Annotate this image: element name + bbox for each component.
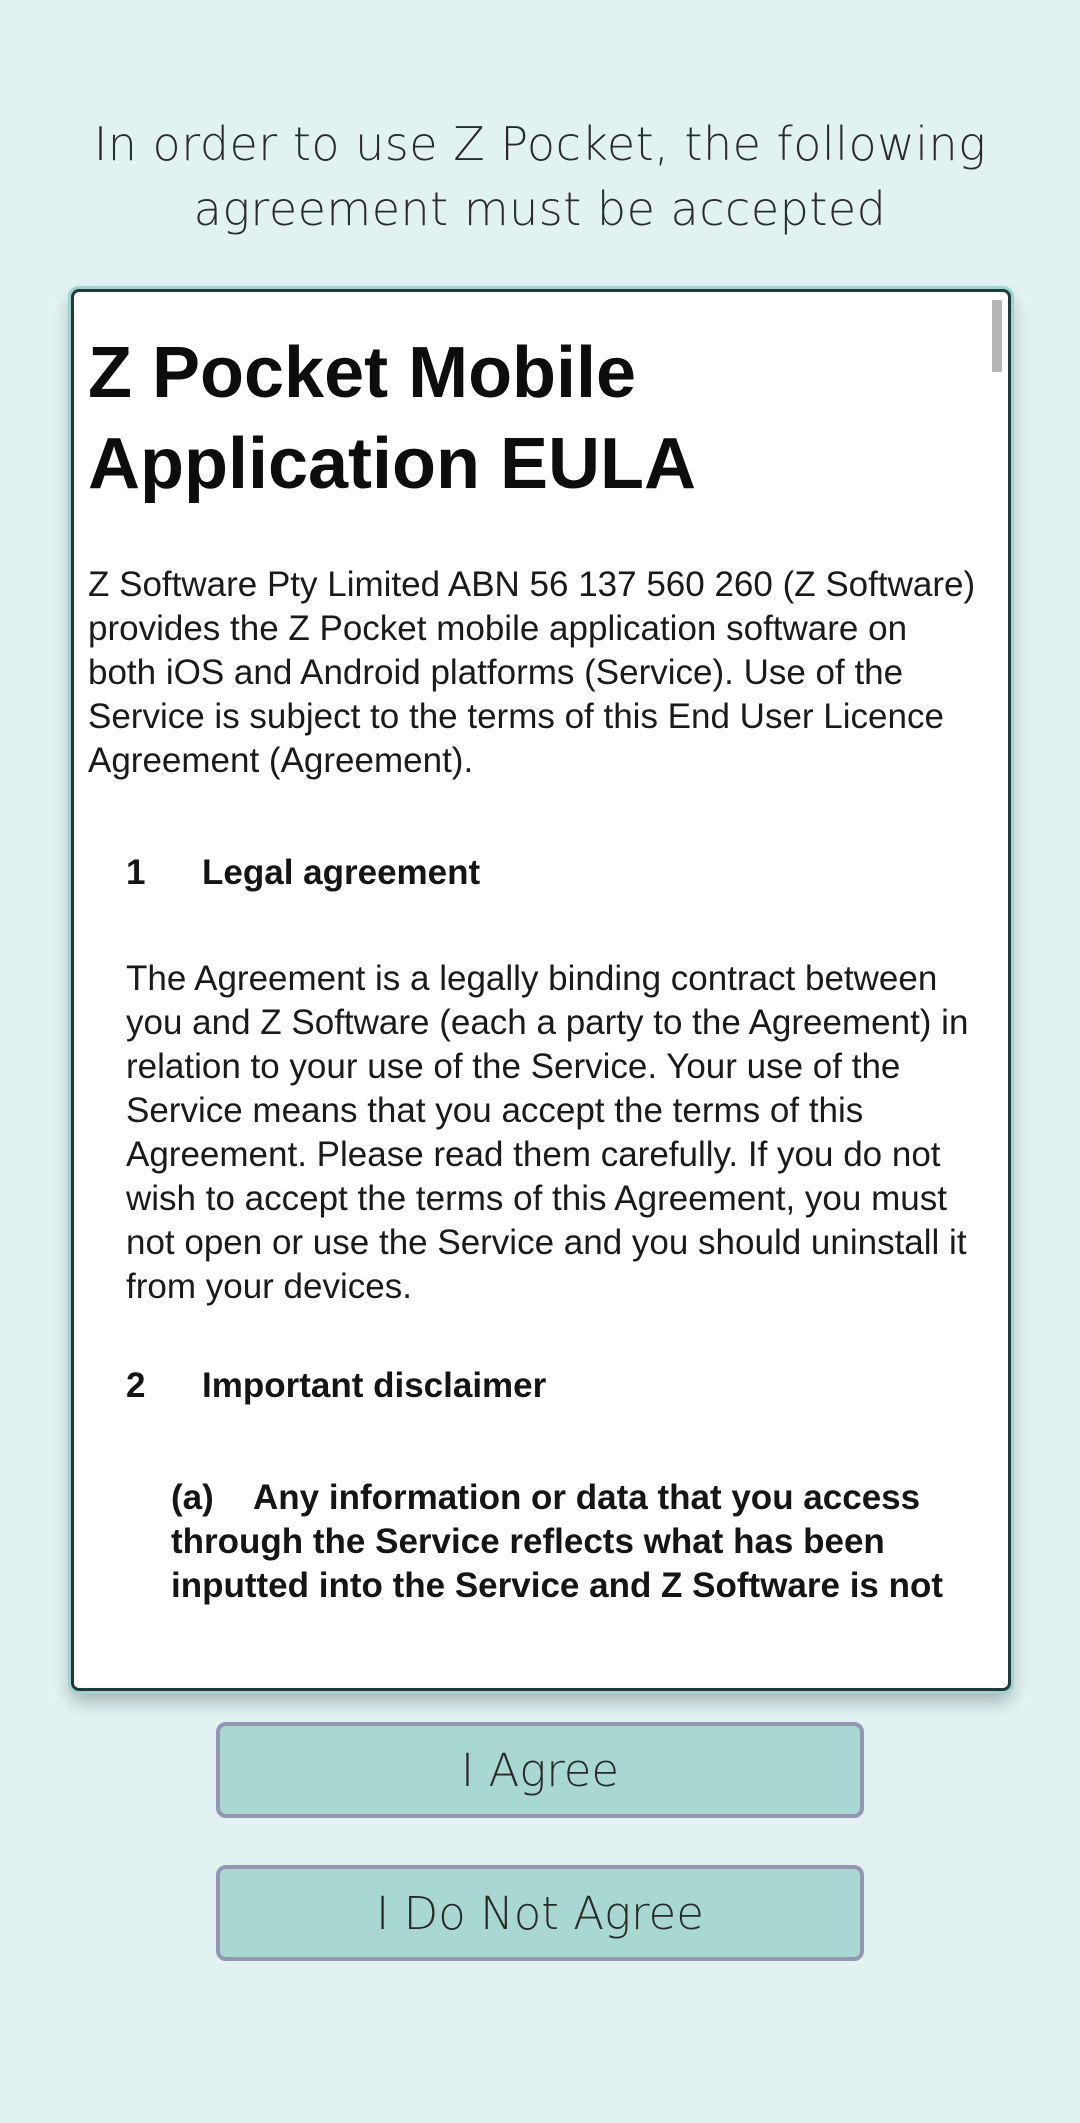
eula-scroll-container[interactable]: [71, 289, 1011, 1691]
section-2a-clause: [171, 1476, 983, 1608]
section-1-heading: [88, 851, 983, 895]
section-2a-number: (a): [171, 1478, 214, 1517]
eula-intro-paragraph: Z Software Pty Limited ABN 56 137 560 260 (Z Software) provides the Z Pocket mobile application software on both iOS and Android platforms (Service). Use of the Service is subject to the terms of this End User Licence Agreement (Agreement).: [88, 565, 976, 780]
section-2-title: Important disclaimer: [202, 1366, 547, 1405]
section-1-title: Legal agreement: [202, 853, 481, 892]
disagree-button[interactable]: I Do Not Agree: [216, 1865, 864, 1961]
eula-content: [88, 328, 983, 1608]
scrollbar-thumb[interactable]: [992, 300, 1002, 372]
section-2-number: 2: [126, 1366, 146, 1405]
agree-button[interactable]: I Agree: [216, 1722, 864, 1818]
intro-message: In order to use Z Pocket, the following agreement must be accepted: [93, 117, 987, 236]
section-2-heading: [88, 1364, 983, 1408]
section-1-body: The Agreement is a legally binding contract between you and Z Software (each a party to the Agreement) in relation to your use of the Service. Your use of the Service means that you accept the terms of this Agreement. Please read them carefully. If you do not wish to accept the terms of this Agreement, you must not open or use the Service and you should uninstall it from your devices.: [126, 959, 969, 1306]
section-2a-text: Any information or data that you access through the Service reflects what has been inputted into the Service and Z Software is not: [171, 1478, 944, 1605]
eula-title: Z Pocket Mobile Application EULA: [88, 333, 696, 504]
section-1-number: 1: [126, 853, 146, 892]
